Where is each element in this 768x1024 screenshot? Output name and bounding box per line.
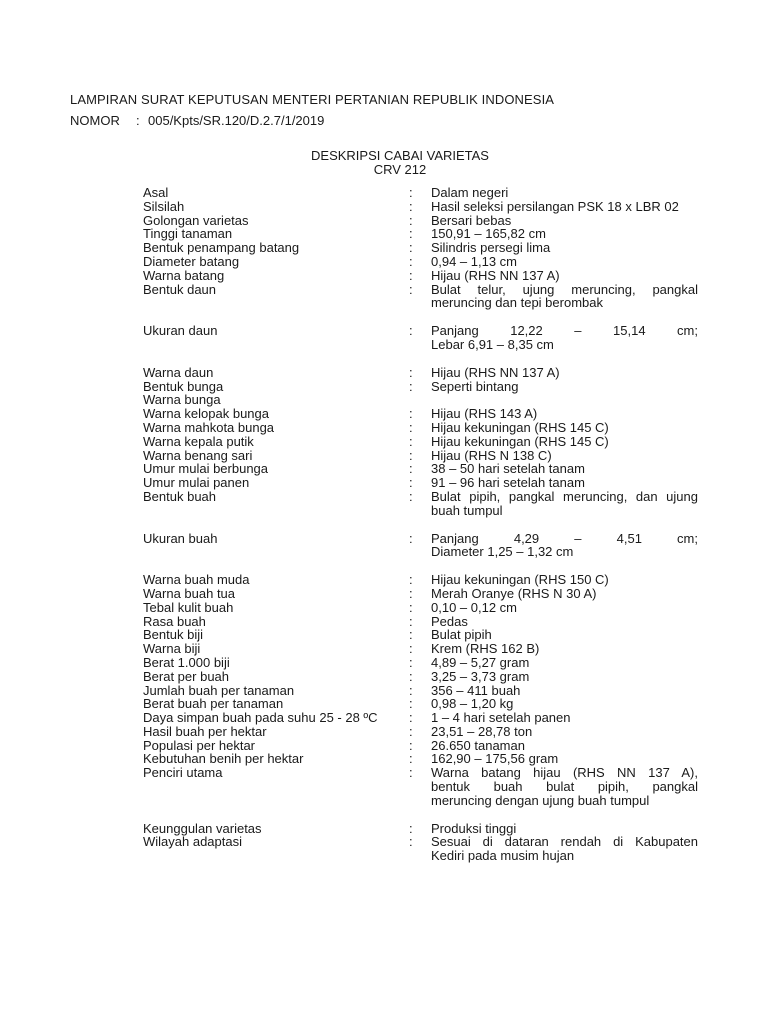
row-value (431, 711, 698, 725)
row-separator: : (409, 627, 413, 643)
row-value (431, 407, 698, 421)
row-value-line: Bulat pipih, pangkal meruncing, dan ujung (431, 488, 698, 504)
description-row (143, 697, 703, 711)
row-value (431, 684, 698, 698)
row-value-line: 23,51 – 28,78 ton (431, 723, 533, 739)
row-value-line: 3,25 – 3,73 gram (431, 668, 530, 684)
description-row (143, 380, 703, 394)
row-value (431, 227, 698, 241)
row-value (431, 393, 698, 407)
row-value (431, 697, 698, 711)
row-value (431, 241, 698, 255)
row-value-line: Kediri pada musim hujan (431, 848, 575, 864)
row-separator: : (409, 751, 413, 767)
row-separator: : (409, 599, 413, 615)
row-label: Warna buah muda (143, 572, 250, 588)
row-value-line (431, 393, 698, 407)
row-value-line: 356 – 411 buah (431, 682, 521, 698)
row-value (431, 628, 698, 642)
row-separator: : (409, 696, 413, 712)
row-separator: : (409, 461, 413, 477)
row-label: Warna bunga (143, 392, 221, 408)
row-label: Jumlah buah per tanaman (143, 682, 295, 698)
row-value-line: 0,94 – 1,13 cm (431, 253, 517, 269)
row-value-line: bentuk buah bulat pipih, pangkal (431, 779, 698, 795)
row-label: Warna batang (143, 267, 225, 283)
row-value-line: buah tumpul (431, 502, 503, 518)
row-separator: : (409, 253, 413, 269)
row-value-line: Bulat telur, ujung meruncing, pangkal (431, 281, 698, 297)
description-row (143, 670, 703, 684)
row-value-line: 0,98 – 1,20 kg (431, 696, 514, 712)
description-row (143, 476, 703, 490)
description-row (143, 752, 703, 766)
row-label: Wilayah adaptasi (143, 834, 242, 850)
row-separator: : (409, 488, 413, 504)
row-separator: : (409, 834, 413, 850)
description-row (143, 573, 703, 587)
description-row (143, 642, 703, 656)
row-label: Warna kelopak bunga (143, 406, 269, 422)
description-row (143, 628, 703, 642)
row-label: Bentuk penampang batang (143, 240, 300, 256)
description-row (143, 490, 703, 518)
description-row (143, 656, 703, 670)
row-separator: : (409, 212, 413, 228)
row-value (431, 255, 698, 269)
row-value-line: Pedas (431, 613, 468, 629)
row-label: Warna biji (143, 641, 201, 657)
row-value-line: Bersari bebas (431, 212, 512, 228)
description-row (143, 227, 703, 241)
row-value (431, 752, 698, 766)
row-value (431, 324, 698, 352)
row-value (431, 214, 698, 228)
row-value-line: meruncing dengan ujung buah tumpul (431, 792, 650, 808)
row-label: Warna buah tua (143, 585, 236, 601)
row-value-line: Sesuai di dataran rendah di Kabupaten (431, 834, 698, 850)
row-value-line: Hijau kekuningan (RHS 145 C) (431, 433, 609, 449)
description-row (143, 366, 703, 380)
row-separator: : (409, 447, 413, 463)
row-separator: : (409, 654, 413, 670)
row-separator: : (409, 433, 413, 449)
row-value-line: Merah Oranye (RHS N 30 A) (431, 585, 597, 601)
description-row (143, 725, 703, 739)
description-row (143, 601, 703, 615)
row-value-line: 0,10 – 0,12 cm (431, 599, 517, 615)
row-separator: : (409, 723, 413, 739)
description-row (143, 739, 703, 753)
description-row (143, 269, 703, 283)
row-separator: : (409, 820, 413, 836)
row-value (431, 615, 698, 629)
description-row (143, 255, 703, 269)
row-separator: : (409, 613, 413, 629)
row-separator: : (409, 267, 413, 283)
description-row (143, 421, 703, 435)
row-label: Kebutuhan benih per hektar (143, 751, 304, 767)
document-title: DESKRIPSI CABAI VARIETAS (311, 148, 489, 163)
description-row (143, 324, 703, 352)
row-label: Warna benang sari (143, 447, 253, 463)
row-separator: : (409, 668, 413, 684)
description-row (143, 393, 703, 407)
description-row (143, 684, 703, 698)
row-value-line: Hijau (RHS NN 137 A) (431, 364, 560, 380)
row-separator: : (409, 765, 413, 781)
decree-number-label: NOMOR (70, 113, 120, 128)
row-value (431, 200, 698, 214)
row-separator: : (409, 475, 413, 491)
row-label: Daya simpan buah pada suhu 25 - 28 ºC (143, 710, 378, 726)
row-value (431, 283, 698, 311)
row-label: Berat 1.000 biji (143, 654, 230, 670)
row-label: Berat per buah (143, 668, 230, 684)
description-row (143, 462, 703, 476)
description-row (143, 200, 703, 214)
row-value (431, 739, 698, 753)
row-value (431, 766, 698, 807)
row-value-line: 26.650 tanaman (431, 737, 525, 753)
variety-name: CRV 212 (373, 162, 427, 177)
row-value (431, 835, 698, 863)
decree-number-separator: : (136, 113, 140, 128)
row-label: Hasil buah per hektar (143, 723, 267, 739)
description-row (143, 449, 703, 463)
row-value (431, 421, 698, 435)
decree-number-value: 005/Kpts/SR.120/D.2.7/1/2019 (148, 113, 325, 128)
row-label: Ukuran daun (143, 323, 218, 339)
description-row (143, 186, 703, 200)
row-label: Warna kepala putik (143, 433, 254, 449)
row-separator: : (409, 364, 413, 380)
description-row (143, 214, 703, 228)
row-value (431, 476, 698, 490)
row-value (431, 380, 698, 394)
row-value-line: Hijau (RHS NN 137 A) (431, 267, 560, 283)
row-value (431, 366, 698, 380)
row-value (431, 822, 698, 836)
row-value-line: Hasil seleksi persilangan PSK 18 x LBR 02 (431, 198, 679, 214)
row-value-line: Krem (RHS 162 B) (431, 641, 540, 657)
row-value-line: Hijau kekuningan (RHS 150 C) (431, 572, 609, 588)
row-value (431, 490, 698, 518)
row-label: Bentuk buah (143, 488, 217, 504)
row-value (431, 573, 698, 587)
row-separator: : (409, 185, 413, 200)
description-row (143, 711, 703, 725)
row-value (431, 642, 698, 656)
decree-number-line (70, 113, 324, 128)
row-value (431, 462, 698, 476)
row-value-line: Produksi tinggi (431, 820, 517, 836)
row-value-line: Lebar 6,91 – 8,35 cm (431, 336, 554, 352)
description-row (143, 532, 703, 560)
description-row (143, 822, 703, 836)
description-row (143, 615, 703, 629)
row-value (431, 725, 698, 739)
row-separator: : (409, 572, 413, 588)
row-value-line: 38 – 50 hari setelah tanam (431, 461, 585, 477)
row-label: Asal (143, 185, 169, 200)
row-value (431, 532, 698, 560)
row-value-line: Dalam negeri (431, 185, 509, 200)
row-label: Ukuran buah (143, 530, 218, 546)
row-value-line: Panjang 4,29 – 4,51 cm; (431, 530, 698, 546)
row-value-line: 91 – 96 hari setelah tanam (431, 475, 585, 491)
description-row (143, 435, 703, 449)
description-row (143, 766, 703, 807)
row-value (431, 656, 698, 670)
row-label: Bentuk daun (143, 281, 217, 297)
row-value (431, 449, 698, 463)
row-value-line: Panjang 12,22 – 15,14 cm; (431, 323, 698, 339)
row-label: Golongan varietas (143, 212, 249, 228)
row-value-line: Hijau kekuningan (RHS 145 C) (431, 419, 609, 435)
row-separator: : (409, 641, 413, 657)
row-label: Keunggulan varietas (143, 820, 262, 836)
row-separator: : (409, 226, 413, 242)
row-separator: : (409, 323, 413, 339)
row-value (431, 186, 698, 200)
row-separator: : (409, 585, 413, 601)
description-table (143, 186, 703, 863)
row-label: Tinggi tanaman (143, 226, 233, 242)
row-value-line: Seperti bintang (431, 378, 519, 394)
row-label: Warna mahkota bunga (143, 419, 275, 435)
description-row (143, 407, 703, 421)
description-row (143, 835, 703, 863)
row-value-line: 162,90 – 175,56 gram (431, 751, 559, 767)
row-value (431, 435, 698, 449)
row-separator: : (409, 710, 413, 726)
row-label: Berat buah per tanaman (143, 696, 284, 712)
row-label: Warna daun (143, 364, 214, 380)
row-separator: : (409, 198, 413, 214)
row-separator: : (409, 378, 413, 394)
description-row (143, 283, 703, 311)
attachment-heading: LAMPIRAN SURAT KEPUTUSAN MENTERI PERTANIAN REPUBLIK INDONESIA (70, 92, 555, 107)
row-label: Populasi per hektar (143, 737, 256, 753)
row-label: Umur mulai berbunga (143, 461, 269, 477)
row-value (431, 670, 698, 684)
row-label: Tebal kulit buah (143, 599, 234, 615)
row-separator: : (409, 281, 413, 297)
row-value-line: meruncing dan tepi berombak (431, 295, 603, 311)
row-value (431, 601, 698, 615)
row-separator: : (409, 737, 413, 753)
row-label: Umur mulai panen (143, 475, 250, 491)
row-separator: : (409, 419, 413, 435)
row-label: Rasa buah (143, 613, 206, 629)
row-label: Bentuk bunga (143, 378, 224, 394)
row-value (431, 587, 698, 601)
row-separator: : (409, 240, 413, 256)
row-value-line: Hijau (RHS 143 A) (431, 406, 538, 422)
row-value-line: Hijau (RHS N 138 C) (431, 447, 552, 463)
row-value-line: 1 – 4 hari setelah panen (431, 710, 571, 726)
row-label: Diameter batang (143, 253, 240, 269)
row-value (431, 269, 698, 283)
row-value-line: 4,89 – 5,27 gram (431, 654, 530, 670)
row-value-line: Diameter 1,25 – 1,32 cm (431, 544, 574, 560)
row-value-line: Bulat pipih (431, 627, 492, 643)
description-row (143, 241, 703, 255)
row-label: Silsilah (143, 198, 185, 214)
row-label: Bentuk biji (143, 627, 203, 643)
row-value-line: Silindris persegi lima (431, 240, 551, 256)
row-value-line: Warna batang hijau (RHS NN 137 A), (431, 765, 698, 781)
row-separator: : (409, 530, 413, 546)
row-label: Penciri utama (143, 765, 223, 781)
description-row (143, 587, 703, 601)
row-separator: : (409, 406, 413, 422)
row-separator: : (409, 682, 413, 698)
row-value-line: 150,91 – 165,82 cm (431, 226, 546, 242)
